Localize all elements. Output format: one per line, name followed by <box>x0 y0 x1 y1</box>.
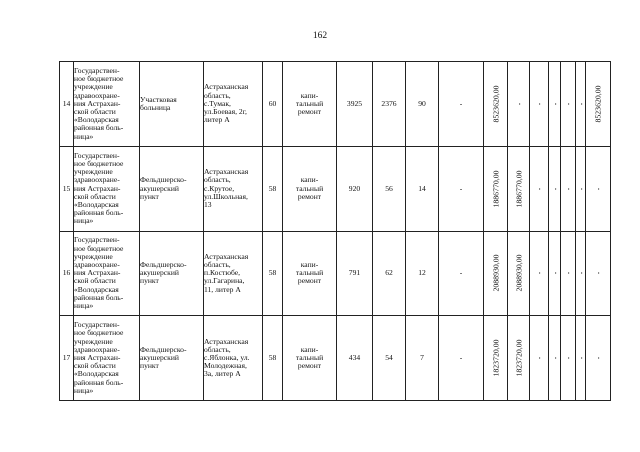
value-cell: - <box>439 146 484 231</box>
funding-cell <box>576 146 586 231</box>
funding-cell-text: - <box>576 187 585 190</box>
value-cell: - <box>439 231 484 316</box>
total-cost <box>484 316 508 401</box>
organization-name: Государствен- ное бюджетное учреждение здравоохране- ния Астрахан- ской области «Володарская районная боль- ница» <box>74 62 140 147</box>
funding-cell <box>549 62 561 147</box>
funding-cell-text: 1823720,00 <box>514 339 523 377</box>
funding-cell-text: - <box>550 272 559 275</box>
funding-cell-text: - <box>576 356 585 360</box>
table-row <box>60 316 611 401</box>
row-number: 16 <box>60 231 74 316</box>
funding-cell-text: - <box>563 272 573 275</box>
funding-cell-text: 2088930,00 <box>514 254 523 292</box>
funding-cell-text: - <box>563 102 573 106</box>
funding-cell <box>549 316 561 401</box>
value-cell: 2376 <box>373 62 406 147</box>
total-cost-text: 2088930,00 <box>491 254 500 292</box>
value-cell: - <box>439 316 484 401</box>
building-address: Астраханская область, с.Тумак, ул.Боевая, 2г, литер А <box>204 62 263 147</box>
funding-cell <box>576 62 586 147</box>
funding-cell <box>530 146 549 231</box>
work-type: капи- тальный ремонт <box>283 62 337 147</box>
funding-cell <box>561 62 576 147</box>
building-address: Астраханская область, п.Костюбе, ул.Гагарина, 11, литер А <box>204 231 263 316</box>
funding-cell-text: - <box>550 102 559 106</box>
funding-total <box>586 62 611 147</box>
funding-cell <box>561 231 576 316</box>
funding-cell <box>576 316 586 401</box>
value-cell: 54 <box>373 316 406 401</box>
funding-cell <box>508 62 530 147</box>
building-type: Участковая больница <box>140 62 204 147</box>
row-number: 17 <box>60 316 74 401</box>
funding-cell <box>561 316 576 401</box>
registry-table <box>59 61 611 401</box>
organization-name: Государствен- ное бюджетное учреждение здравоохране- ния Астрахан- ской области «Володарская районная боль- ница» <box>74 316 140 401</box>
building-type: Фельдшерско- акушерский пункт <box>140 146 204 231</box>
funding-cell-text: - <box>550 187 559 190</box>
value-cell: 791 <box>337 231 373 316</box>
value-cell: 3925 <box>337 62 373 147</box>
total-cost <box>484 231 508 316</box>
organization-name: Государствен- ное бюджетное учреждение здравоохране- ния Астрахан- ской области «Володарская районная боль- ница» <box>74 231 140 316</box>
funding-cell <box>530 62 549 147</box>
work-type: капи- тальный ремонт <box>283 146 337 231</box>
value-cell: 14 <box>406 146 439 231</box>
funding-cell-text: - <box>534 356 544 360</box>
funding-cell <box>508 146 530 231</box>
funding-cell-text: - <box>534 272 544 275</box>
value-cell: 434 <box>337 316 373 401</box>
building-type: Фельдшерско- акушерский пункт <box>140 231 204 316</box>
value-cell: 90 <box>406 62 439 147</box>
value-cell: 12 <box>406 231 439 316</box>
construction-year: 60 <box>263 62 283 147</box>
funding-total-text: - <box>593 272 603 275</box>
funding-cell-text: - <box>576 272 585 275</box>
table-row <box>60 231 611 316</box>
construction-year: 58 <box>263 231 283 316</box>
value-cell: 62 <box>373 231 406 316</box>
row-number: 14 <box>60 62 74 147</box>
work-type: капи- тальный ремонт <box>283 231 337 316</box>
funding-cell <box>508 316 530 401</box>
funding-cell <box>530 231 549 316</box>
funding-cell-text: - <box>534 102 544 106</box>
row-number: 15 <box>60 146 74 231</box>
organization-name: Государствен- ное бюджетное учреждение здравоохране- ния Астрахан- ской области «Володарская районная боль- ница» <box>74 146 140 231</box>
table-row <box>60 146 611 231</box>
funding-total <box>586 146 611 231</box>
total-cost-text: 8523620,00 <box>491 85 500 123</box>
funding-cell-text: - <box>534 187 544 190</box>
table-row <box>60 62 611 147</box>
total-cost <box>484 146 508 231</box>
funding-total <box>586 316 611 401</box>
building-address: Астраханская область, с.Яблонка, ул. Молодежная, 3а, литер А <box>204 316 263 401</box>
funding-cell <box>549 146 561 231</box>
value-cell: 7 <box>406 316 439 401</box>
total-cost <box>484 62 508 147</box>
construction-year: 58 <box>263 146 283 231</box>
funding-cell-text: - <box>514 102 523 106</box>
work-type: капи- тальный ремонт <box>283 316 337 401</box>
value-cell: 56 <box>373 146 406 231</box>
funding-total-text: 8523620,00 <box>593 85 603 123</box>
value-cell: - <box>439 62 484 147</box>
building-address: Астраханская область, с.Крутое, ул.Школьная, 13 <box>204 146 263 231</box>
funding-cell <box>530 316 549 401</box>
value-cell: 920 <box>337 146 373 231</box>
funding-total <box>586 231 611 316</box>
total-cost-text: 1823720,00 <box>491 339 500 377</box>
funding-cell <box>549 231 561 316</box>
funding-cell <box>561 146 576 231</box>
funding-cell-text: - <box>550 356 559 360</box>
funding-cell <box>576 231 586 316</box>
total-cost-text: 1886770,00 <box>491 170 500 208</box>
funding-cell-text: - <box>576 102 585 106</box>
building-type: Фельдшерско- акушерский пункт <box>140 316 204 401</box>
funding-cell-text: - <box>563 187 573 190</box>
page-number: 162 <box>312 31 328 41</box>
construction-year: 58 <box>263 316 283 401</box>
funding-total-text: - <box>593 187 603 190</box>
funding-total-text: - <box>593 356 603 360</box>
funding-cell-text: - <box>563 356 573 360</box>
funding-cell-text: 1886770,00 <box>514 170 523 208</box>
funding-cell <box>508 231 530 316</box>
